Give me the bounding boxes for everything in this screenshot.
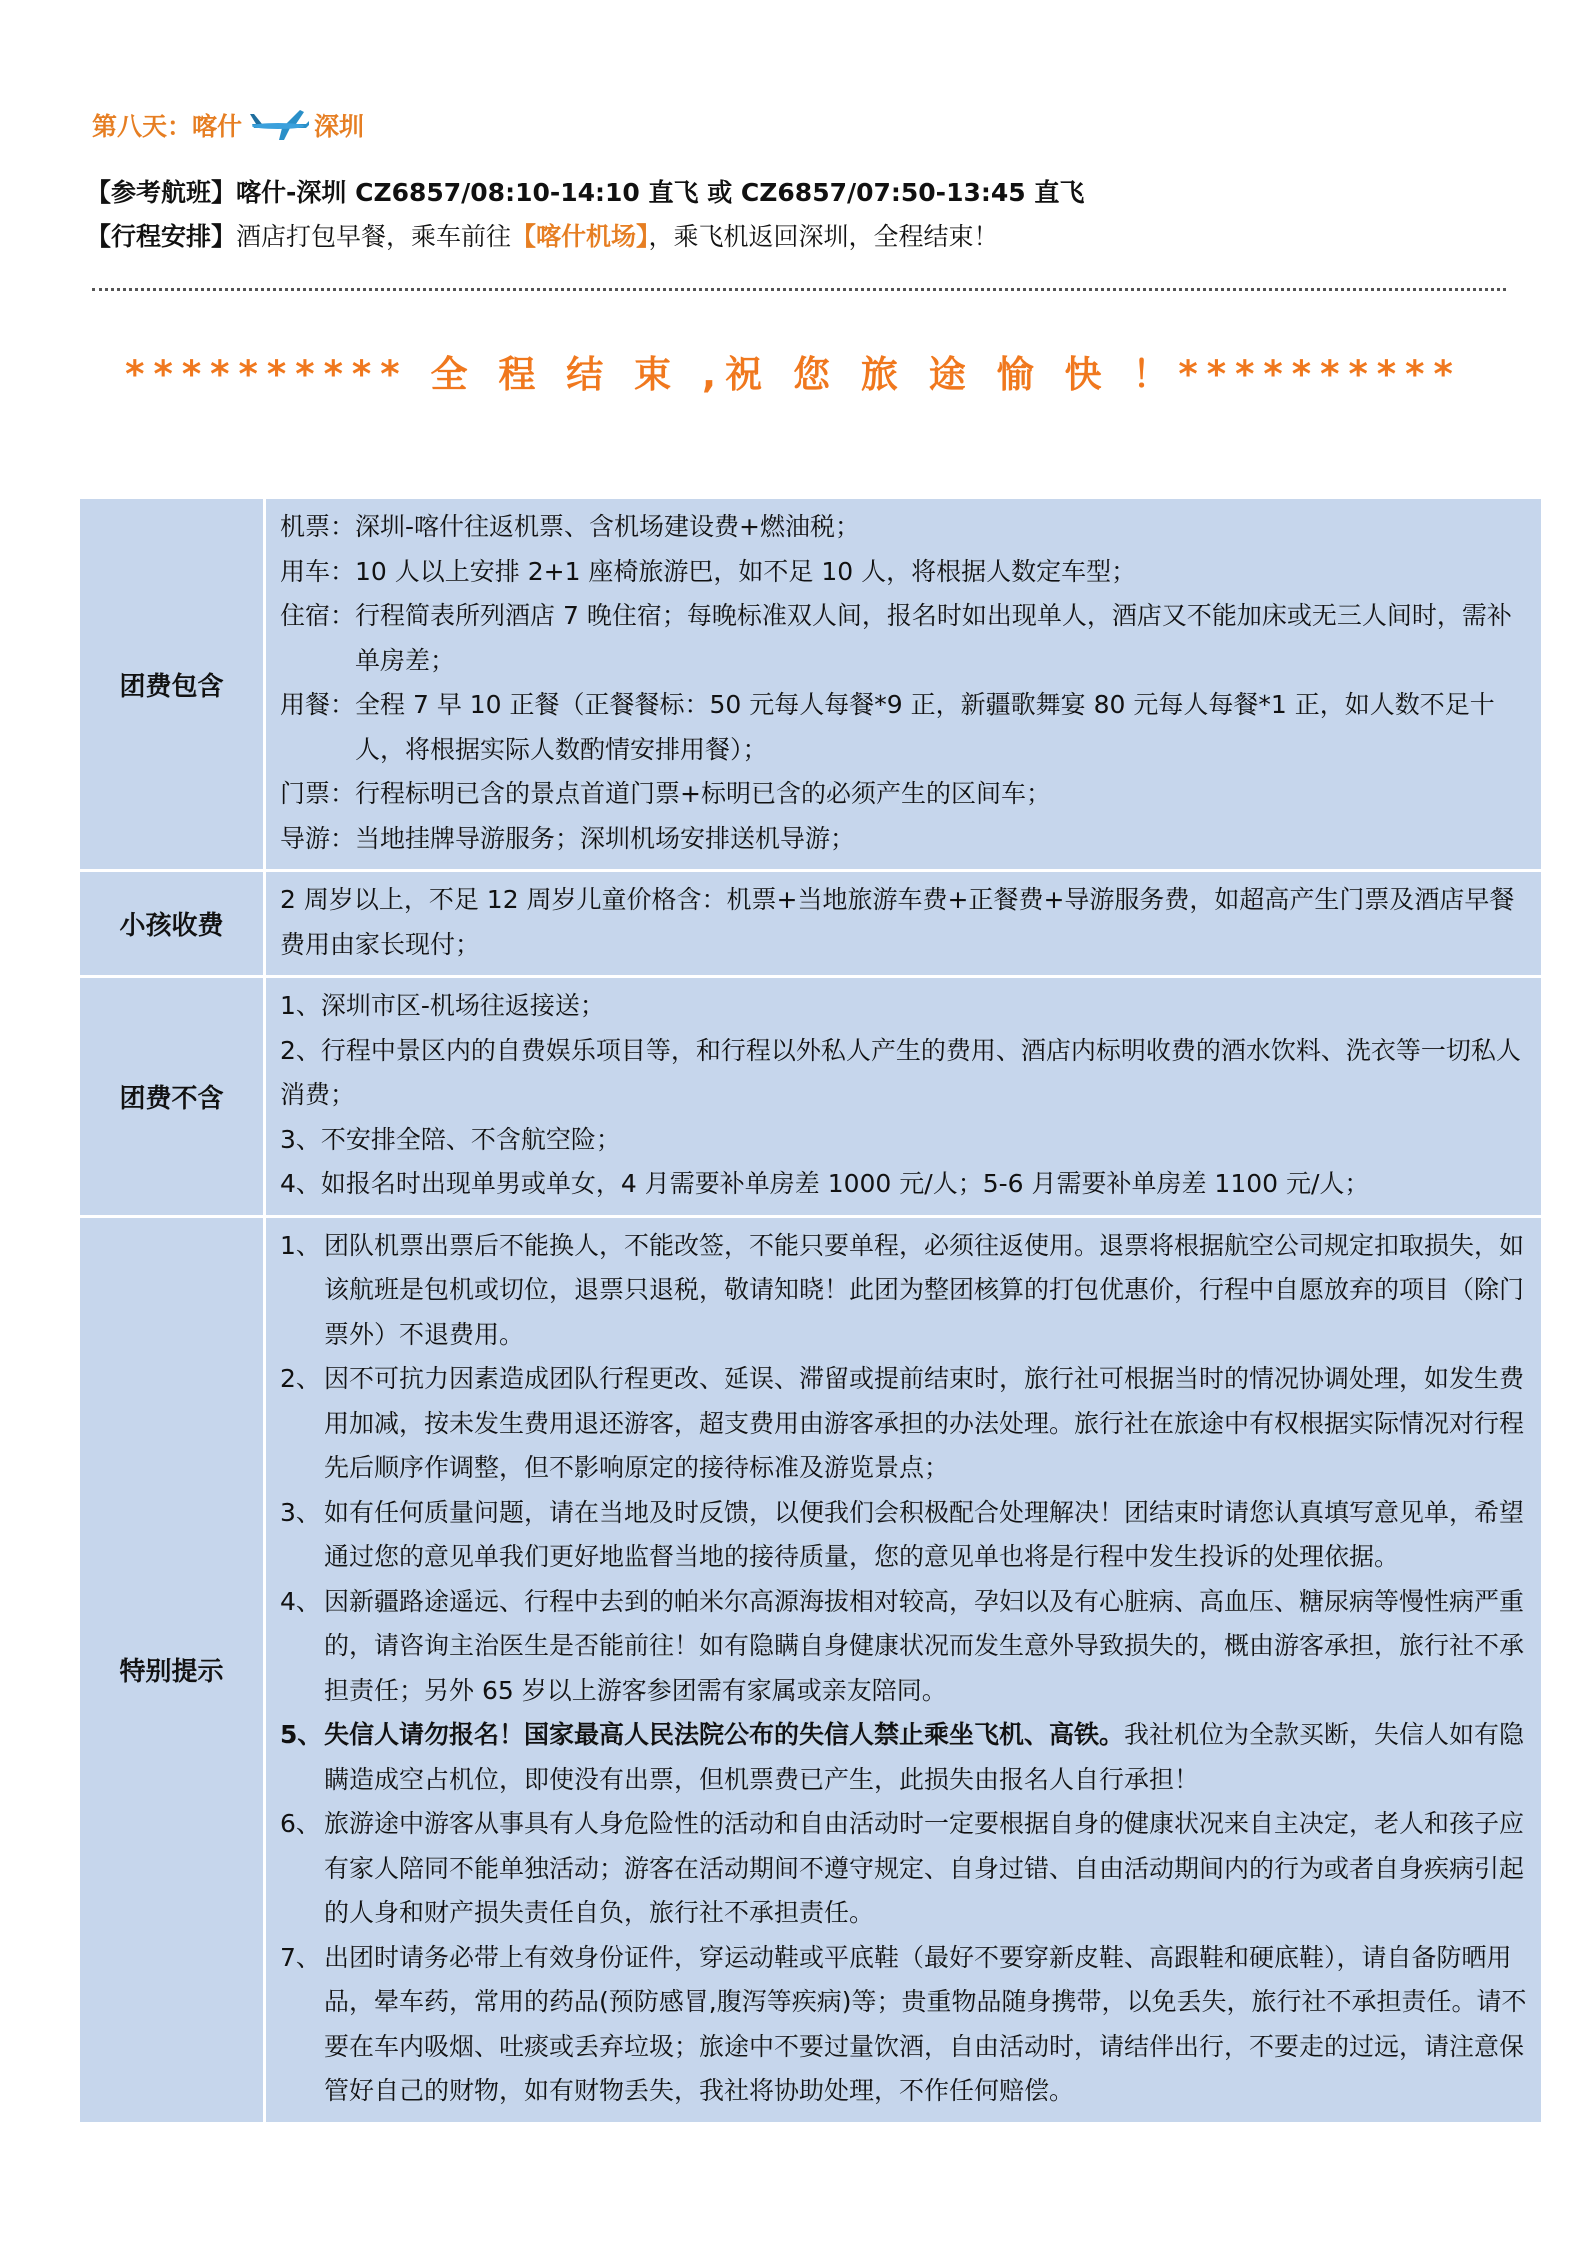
list-item [280, 505, 1529, 550]
item-number: 2、 [280, 1364, 321, 1393]
included-content [265, 498, 1543, 871]
notice-content [265, 1216, 1543, 2123]
item-key: 住宿： [280, 601, 356, 630]
item-number: 3、 [280, 1497, 321, 1527]
child-content: 2 周岁以上，不足 12 周岁儿童价格含：机票+当地旅游车费+正餐费+导游服务费，如超高产生门票及酒店早餐费用由家长现付； [265, 871, 1543, 977]
item-number: 7、 [280, 1942, 321, 1972]
item-value: 10 人以上安排 2+1 座椅旅游巴，如不足 10 人，将根据人数定车型； [355, 556, 1137, 586]
dotted-divider [92, 288, 1506, 291]
day-title-prefix: 第八天：喀什 [92, 112, 243, 141]
list-item: 3、不安排全陪、不含航空险； [280, 1124, 621, 1154]
fee-table [77, 496, 1544, 2125]
list-item [280, 772, 1529, 817]
item-number: 1、 [280, 1230, 321, 1260]
child-header: 小孩收费 [79, 871, 265, 977]
item-value: 深圳-喀什往返机票、含机场建设费+燃油税； [355, 512, 860, 541]
day-title-suffix: 深圳 [314, 112, 365, 141]
list-item [280, 817, 1529, 862]
item-value: 全程 7 早 10 正餐（正餐餐标：50 元每人每餐*9 正，新疆歌舞宴 80 元每人每餐*1 正，如人数不足十人，将根据实际人数酌情安排用餐）； [355, 690, 1495, 764]
item-value: 行程简表所列酒店 7 晚住宿；每晚标准双人间，报名时如出现单人，酒店又不能加床或无三人间时，需补单房差； [355, 601, 1512, 675]
item-value: 当地挂牌导游服务；深圳机场安排送机导游； [355, 823, 856, 853]
ending-banner: ********** 全 程 结 束 ,祝 您 旅 途 愉 快 ！********** [125, 353, 1462, 396]
list-item [280, 1936, 1529, 2114]
itinerary-text-after: ，乘飞机返回深圳，全程结束！ [648, 222, 999, 251]
itinerary-text-before: 酒店打包早餐，乘车前往 [236, 222, 512, 251]
list-item: 1、深圳市区-机场往返接送； [280, 991, 605, 1020]
item-number: 5、 [280, 1720, 323, 1749]
included-row [79, 498, 1543, 871]
item-warning: 失信人请勿报名！国家最高人民法院公布的失信人禁止乘坐飞机、高铁。 [324, 1720, 1125, 1749]
reference-flight-label: 【参考航班】 [86, 178, 237, 207]
list-item [280, 683, 1529, 772]
item-key: 用车： [280, 556, 356, 586]
notice-header: 特别提示 [79, 1216, 265, 2123]
itinerary-highlight: 【喀什机场】 [511, 222, 649, 251]
list-item: 2、行程中景区内的自费娱乐项目等，和行程以外私人产生的费用、酒店内标明收费的酒水饮料、洗衣等一切私人消费； [280, 1035, 1521, 1109]
item-value: 出团时请务必带上有效身份证件，穿运动鞋或平底鞋（最好不要穿新皮鞋、高跟鞋和硬底鞋），请自备防晒用品，晕车药，常用的药品(预防感冒,腹泻等疾病)等；贵重物品随身携带，以免丢失，旅行社不承担责任。请不要在车内吸烟、吐痰或丢弃垃圾；旅途中不要过量饮酒，自由活动时，请结伴出行，不要走的过远，请注意保管好自己的财物，如有财物丢失，我社将协助处理，不作任何赔偿。 [324, 1942, 1527, 2105]
list-item [280, 1580, 1529, 1714]
list-item: 4、如报名时出现单男或单女，4 月需要补单房差 1000 元/人；5-6 月需要补单房差 1100 元/人； [280, 1169, 1370, 1198]
excluded-content [265, 977, 1543, 1217]
list-item [280, 550, 1529, 595]
reference-flight-text: 喀什-深圳 CZ6857/08:10-14:10 直飞 或 CZ6857/07:50-13:45 直飞 [236, 178, 1085, 207]
day-title [92, 108, 364, 146]
item-value [324, 1713, 1529, 1802]
item-value: 团队机票出票后不能换人，不能改签，不能只要单程，必须往返使用。退票将根据航空公司规定扣取损失，如该航班是包机或切位，退票只退税，敬请知晓！此团为整团核算的打包优惠价，行程中自愿放弃的项目（除门票外）不退费用。 [324, 1230, 1525, 1349]
item-key: 用餐： [280, 690, 356, 719]
child-row [79, 871, 1543, 977]
item-key: 门票： [280, 779, 356, 808]
list-item [280, 594, 1529, 683]
item-value: 如有任何质量问题，请在当地及时反馈，以便我们会积极配合处理解决！团结束时请您认真填写意见单，希望通过您的意见单我们更好地监督当地的接待质量，您的意见单也将是行程中发生投诉的处理依据。 [324, 1497, 1525, 1571]
item-value-text: 我社机位为全款买断，失信人如有隐瞒造成空占机位，即使没有出票，但机票费已产生，此损失由报名人自行承担！ [324, 1720, 1525, 1794]
item-key: 机票： [280, 512, 356, 541]
item-value: 行程标明已含的景点首道门票+标明已含的必须产生的区间车； [355, 779, 1051, 808]
excluded-row [79, 977, 1543, 1217]
item-value: 旅游途中游客从事具有人身危险性的活动和自由活动时一定要根据自身的健康状况来自主决定，老人和孩子应有家人陪同不能单独活动；游客在活动期间不遵守规定、自身过错、自由活动期间内的行为或者自身疾病引起的人身和财产损失责任自负，旅行社不承担责任。 [324, 1809, 1525, 1927]
list-item [280, 1357, 1529, 1491]
list-item [280, 1713, 1529, 1802]
notice-row [79, 1216, 1543, 2123]
item-value: 因新疆路途遥远、行程中去到的帕米尔高源海拔相对较高，孕妇以及有心脏病、高血压、糖尿病等慢性病严重的，请咨询主治医生是否能前往！如有隐瞒自身健康状况而发生意外导致损失的，概由游客承担，旅行社不承担责任；另外 65 岁以上游客参团需有家属或亲友陪同。 [324, 1586, 1525, 1705]
item-number: 6、 [280, 1809, 321, 1838]
item-key: 导游： [280, 823, 356, 853]
item-number: 4、 [280, 1586, 321, 1616]
included-header: 团费包含 [79, 498, 265, 871]
itinerary-label: 【行程安排】 [86, 222, 237, 251]
list-item [280, 1802, 1529, 1936]
itinerary [86, 218, 999, 256]
airplane-icon [246, 94, 310, 146]
excluded-header: 团费不含 [79, 977, 265, 1217]
list-item [280, 1224, 1529, 1358]
reference-flight [86, 174, 1084, 212]
list-item [280, 1491, 1529, 1580]
item-value: 因不可抗力因素造成团队行程更改、延误、滞留或提前结束时，旅行社可根据当时的情况协调处理，如发生费用加减，按未发生费用退还游客，超支费用由游客承担的办法处理。旅行社在旅途中有权根据实际情况对行程先后顺序作调整，但不影响原定的接待标准及游览景点； [324, 1364, 1525, 1482]
